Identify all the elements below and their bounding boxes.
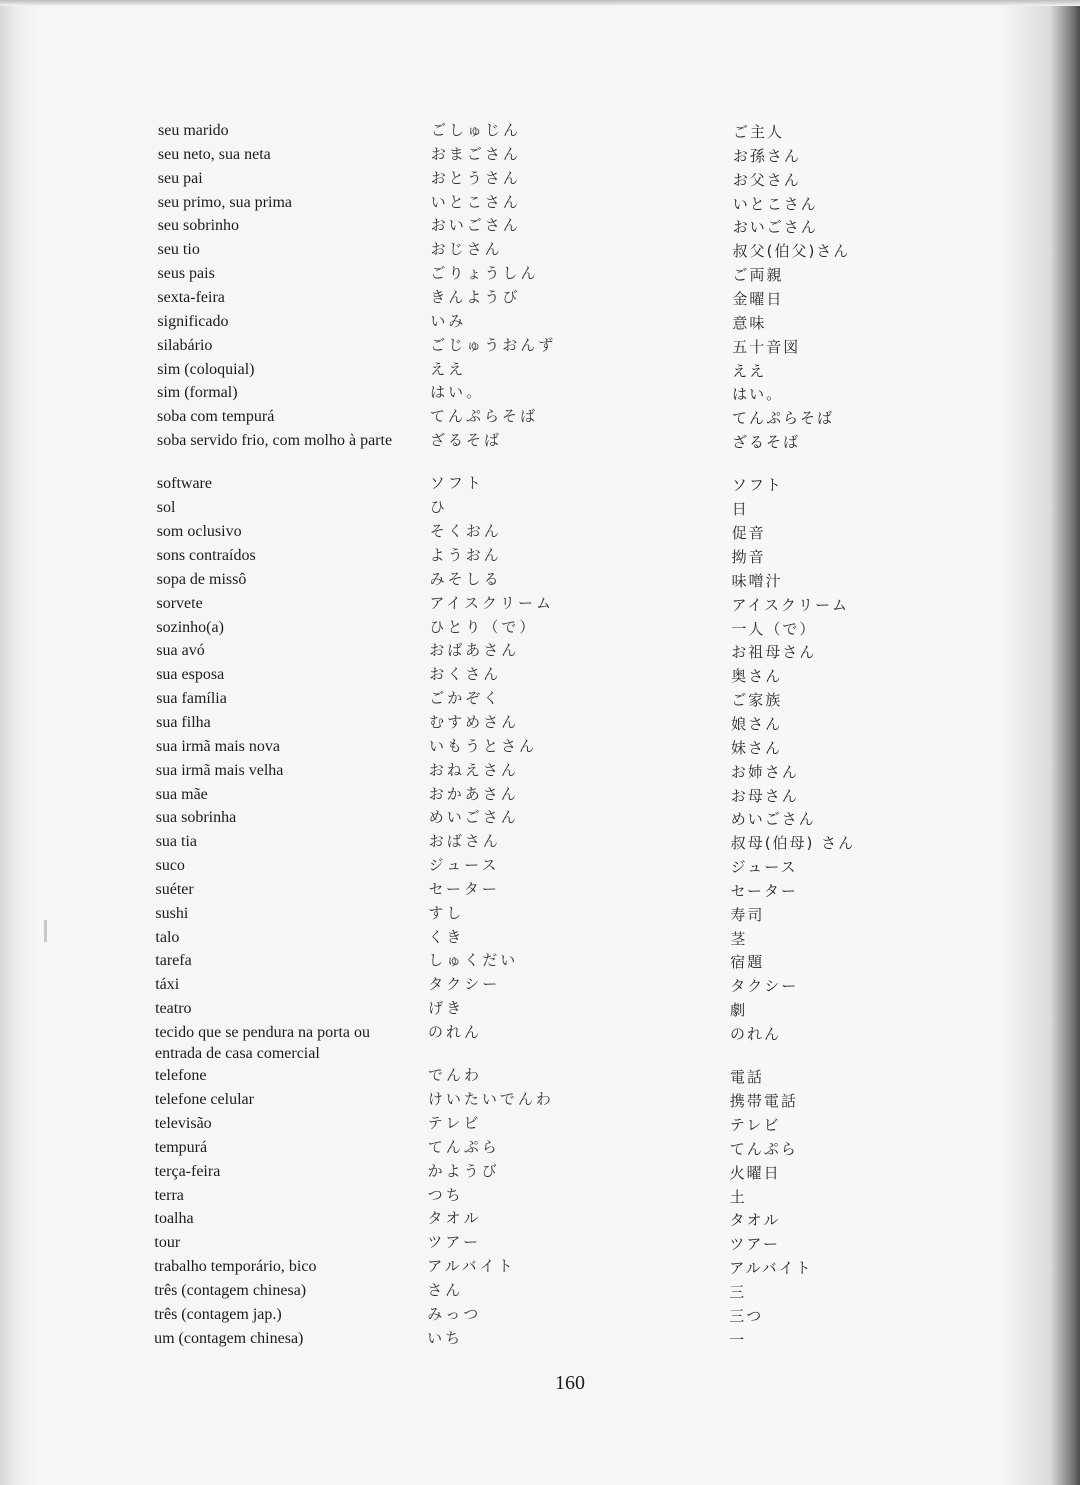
kana-reading: いとこさん [430,192,521,211]
kana-reading: でんわ [428,1066,483,1085]
portuguese-term: sua mãe [155,785,208,803]
kana-reading: おまごさん [430,144,521,163]
kana-reading: アイスクリーム [429,593,555,612]
kana-reading: のれん [428,1023,483,1041]
kana-reading: さん [427,1281,464,1299]
kana-reading: ひとり（で） [429,617,538,636]
kana-reading: ツアー [427,1233,481,1252]
portuguese-term: sua família [156,690,227,708]
portuguese-term: seu pai [157,169,203,187]
kana-reading: おばさん [428,832,501,851]
portuguese-term: suco [155,857,185,874]
kana-reading: しゅくだい [428,951,519,970]
kanji-writing: アルバイト [729,1259,813,1278]
kanji-writing: 三 [729,1283,747,1301]
portuguese-term: táxi [155,976,180,994]
portuguese-term: tecido que se pendura na porta ou entrada de casa comercial [155,1024,371,1062]
kanji-writing: ご家族 [731,691,783,710]
portuguese-term: soba servido frio, com molho à parte [157,432,393,450]
kana-reading: セーター [428,879,500,898]
kana-reading: ひ [429,498,448,517]
kanji-writing: ジュース [730,858,798,876]
portuguese-term: sua filha [156,713,211,731]
portuguese-term: três (contagem jap.) [154,1305,282,1323]
kana-reading: てんぷら [427,1137,500,1156]
portuguese-term: sim (formal) [157,384,238,402]
portuguese-term: trabalho temporário, bico [154,1258,317,1276]
kana-reading: おねえさん [428,760,519,779]
portuguese-term: sua irmã mais nova [156,737,280,755]
portuguese-term: som oclusivo [156,523,242,541]
portuguese-term: tempurá [154,1138,208,1156]
kanji-writing: お孫さん [732,146,801,165]
portuguese-term: seus pais [157,265,215,283]
portuguese-term: sushi [155,904,189,922]
page-number: 160 [555,1372,585,1394]
kanji-writing: アイスクリーム [731,595,850,614]
kanji-writing: 三つ [729,1306,764,1325]
portuguese-term: seu marido [158,122,229,139]
kana-reading: みそしる [429,569,502,588]
kanji-writing: 叔母(伯母) さん [730,834,856,853]
kana-reading: いち [427,1328,464,1347]
kanji-writing: お祖母さん [731,643,817,662]
portuguese-term: sons contraídos [156,547,256,564]
kana-reading: おかあさん [428,784,519,803]
kanji-writing: 日 [731,500,749,519]
portuguese-term: talo [155,928,180,946]
kanji-writing: 奥さん [731,667,783,686]
portuguese-term: telefone [155,1067,207,1085]
portuguese-term: seu tio [157,241,200,259]
portuguese-term: seu neto, sua neta [157,145,271,163]
kana-reading: テレビ [427,1114,482,1132]
portuguese-term: software [156,475,212,493]
kanji-writing: 五十音図 [732,337,801,356]
portuguese-term: sexta-feira [157,288,225,306]
portuguese-term: tour [154,1234,181,1252]
kana-reading: ごりょうしん [430,264,539,283]
portuguese-term: sol [156,499,176,517]
kana-reading: タオル [427,1209,482,1228]
kana-reading: おばあさん [429,641,520,660]
kanji-writing: はい。 [732,385,784,404]
kanji-writing: 促音 [731,524,766,543]
kana-reading: タクシー [428,975,501,994]
kanji-writing: いとこさん [732,194,818,213]
kana-reading: いもうとさん [429,736,538,755]
kana-reading: ごかぞく [429,689,502,708]
kana-reading: ごしゅじん [431,121,522,139]
kanji-writing: 土 [729,1187,747,1206]
kanji-writing: 電話 [730,1068,765,1087]
kanji-writing: めいごさん [730,810,816,829]
kana-reading: いみ [430,311,467,330]
kanji-writing: 娘さん [731,714,783,733]
kanji-writing: てんぷらそば [732,409,835,428]
portuguese-term: sua sobrinha [155,809,237,827]
kanji-writing: 宿題 [730,953,765,972]
portuguese-term: sua esposa [156,666,225,684]
kanji-writing: ご主人 [733,123,785,141]
page-top-edge [0,0,1080,6]
kanji-writing: ソフト [731,476,783,495]
kana-reading: すし [428,903,465,922]
portuguese-term: terra [154,1186,184,1204]
kana-reading: きんようび [430,287,521,306]
kana-reading: めいごさん [428,808,519,827]
portuguese-term: sorvete [156,594,203,612]
kanji-writing: 携帯電話 [729,1092,798,1111]
kana-reading: アルバイト [427,1257,516,1276]
portuguese-term: terça-feira [154,1162,221,1180]
kana-reading: くき [428,927,465,946]
kanji-writing: 一 [729,1330,747,1349]
portuguese-term: seu sobrinho [157,217,240,235]
portuguese-term: sua tia [155,833,198,851]
portuguese-term: sim (coloquial) [157,360,255,378]
kanji-writing: お父さん [732,170,801,189]
portuguese-term: sua avó [156,642,205,660]
kana-reading: ソフト [429,474,484,493]
kanji-writing: タオル [729,1211,781,1230]
portuguese-term: silabário [157,336,213,354]
kanji-writing: 金曜日 [732,289,784,308]
portuguese-term: toalha [154,1210,194,1228]
kanji-writing: 火曜日 [729,1163,781,1182]
kanji-writing: 味噌汁 [731,571,783,590]
kanji-writing: 叔父(伯父)さん [732,242,851,261]
kana-reading: てんぷらそば [430,407,539,426]
kanji-writing: お姉さん [730,762,799,781]
kana-reading: おくさん [429,665,502,684]
kana-reading: けいたいでんわ [427,1090,554,1109]
kana-reading: つち [427,1185,464,1204]
portuguese-term: suéter [155,880,194,898]
kanji-writing: セーター [730,881,798,900]
kana-reading: ざるそば [430,431,503,450]
kana-reading: むすめさん [429,712,520,731]
kanji-writing: おいごさん [732,218,818,237]
portuguese-term: sopa de missô [156,570,247,588]
kanji-writing: てんぷら [729,1139,798,1158]
kana-reading: げき [428,999,465,1018]
portuguese-term: sozinho(a) [156,618,224,636]
portuguese-term: seu primo, sua prima [157,193,292,211]
kanji-writing: 一人（で） [731,619,817,638]
portuguese-term: telefone celular [154,1091,254,1109]
kanji-writing: ええ [732,361,767,380]
kanji-writing: 拗音 [731,548,766,566]
portuguese-term: significado [157,312,229,330]
kanji-writing: タクシー [730,977,799,996]
kana-reading: はい。 [430,383,485,402]
kana-reading: そくおん [429,522,502,541]
kanji-writing: 妹さん [731,738,783,757]
kanji-writing: 劇 [730,1001,748,1020]
kana-reading: みっつ [427,1304,482,1323]
kanji-writing: お母さん [730,786,799,805]
kanji-writing: 意味 [732,313,767,332]
kanji-writing: テレビ [729,1116,781,1134]
portuguese-term: tarefa [155,952,192,970]
kana-reading: おいごさん [430,216,521,235]
portuguese-term: televisão [154,1115,212,1132]
scan-mark [44,920,47,942]
kanji-writing: のれん [730,1025,782,1043]
kana-reading: ようおん [429,546,502,564]
kanji-writing: ご両親 [732,266,784,285]
kana-reading: ええ [430,359,467,378]
kanji-writing: ツアー [729,1235,780,1254]
kana-reading: ごじゅうおんず [430,335,557,354]
kana-reading: ジュース [428,856,500,874]
portuguese-term: soba com tempurá [157,408,275,426]
kanji-writing: 寿司 [730,905,765,924]
portuguese-term: teatro [155,1000,192,1018]
kanji-writing: 茎 [730,929,748,948]
portuguese-term: sua irmã mais velha [155,761,284,779]
kana-reading: かようび [427,1161,500,1180]
kana-reading: おとうさん [430,168,521,187]
kana-reading: おじさん [430,240,503,259]
portuguese-term: três (contagem chinesa) [154,1282,307,1299]
portuguese-term: um (contagem chinesa) [154,1329,304,1347]
kanji-writing: ざるそば [732,433,801,452]
